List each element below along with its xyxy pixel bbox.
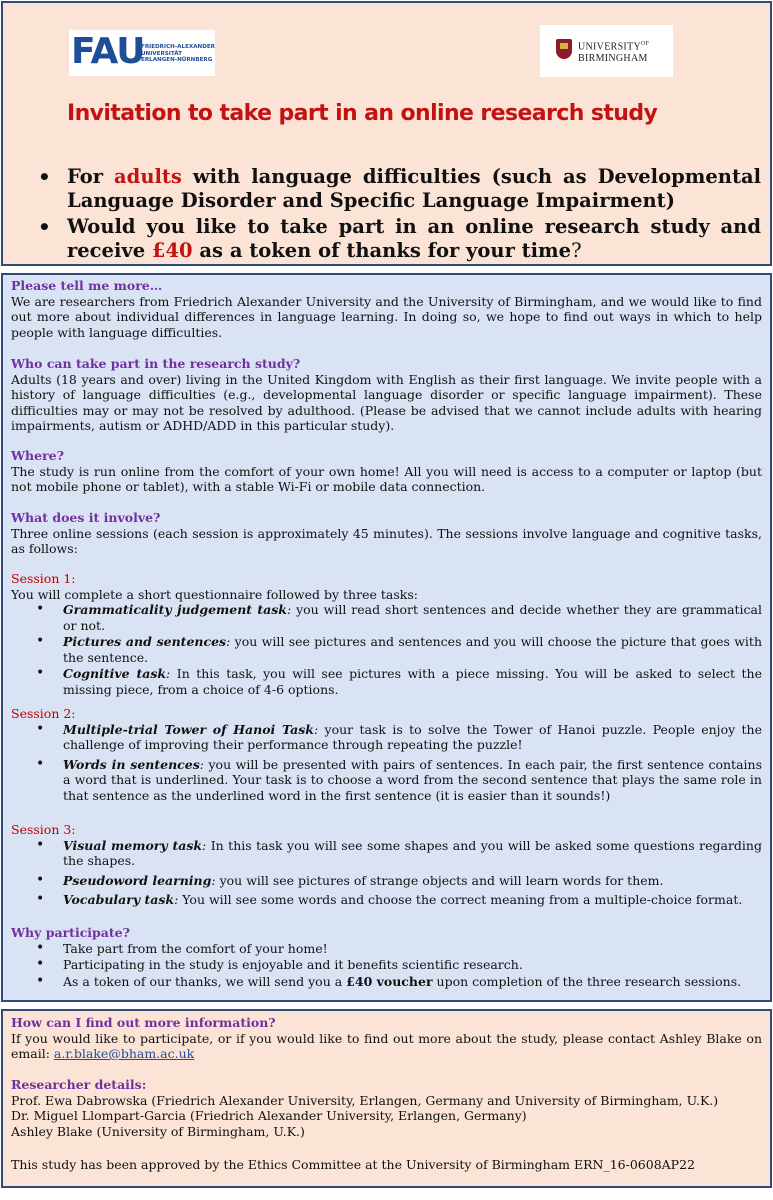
researcher-1: Prof. Ewa Dabrowska (Friedrich Alexander University, Erlangen, Germany and University of Birmingham, U.K.) [11,1092,719,1108]
why-heading: Why participate? [11,925,130,940]
fau-line-1: FRIEDRICH-ALEXANDER [141,44,215,50]
fau-logo-mark: FAU [71,31,145,72]
where-text: The study is run online from the comfort of your own home! All you will need is access to a computer or laptop (but not mobile phone or tablet), with a stable Wi-Fi or mobile data connection. [11,463,762,494]
task-text: you will see pictures of strange objects and will learn words for them. [219,872,664,888]
list-item: • Cognitive task: In this task, you will see pictures with a piece missing. You will be asked to select the missing piece, from a choice of 4-6 options. [11,666,762,697]
where-heading: Where? [11,448,64,463]
task-name: Vocabulary task [63,892,175,907]
task-name: Cognitive task [63,666,167,681]
bham-line-2: BIRMINGHAM [578,53,648,65]
who-text: Adults (18 years and over) living in the United Kingdom with English as their first language. We invite people with a history of language difficulties (e.g., developmental language disorder or specific language impairment). These difficulties may or may not be resolved by adulthood. (Please be advised that we cannot include adults with hearing impairments, autism or ADHD/ADD in this particular study). [11,371,762,433]
tell-more-text: We are researchers from Friedrich Alexander University and the University of Birmingham, and we would like to find out more about individual differences in language learning. In doing so, we hope to find out ways in which to help people with language difficulties. [11,293,762,340]
fau-line-2: UNIVERSITÄT [141,50,182,57]
session-3-section [11,822,762,908]
birmingham-logo [540,25,673,77]
fau-logo [69,30,215,76]
session-1-label: Session 1: [11,571,76,586]
session-3-label: Session 3: [11,822,76,837]
task-name: Words in sentences [63,756,200,772]
session-1-intro: You will complete a short questionnaire followed by three tasks: [11,586,418,602]
task-name: Visual memory task [63,837,203,853]
why-section [11,925,762,989]
task-name: Pictures and sentences [63,634,227,649]
birmingham-logo-text [578,38,649,65]
info-text: If you would like to participate, or if you would like to find out more about the study, please contact Ashley Blake on email: a.r.blake@bham.ac.uk [11,1030,762,1061]
info-heading: How can I find out more information? [11,1015,276,1030]
crest-icon [556,39,572,59]
list-item: • Participating in the study is enjoyable and it benefits scientific research. [11,957,762,973]
list-item: • Grammaticality judgement task: you will read short sentences and decide whether they are grammatical or not. [11,602,762,633]
researcher-2: Dr. Miguel Llompart-Garcia (Friedrich Alexander University, Erlangen, Germany) [11,1108,527,1123]
task-text: you will be presented with pairs of sentences. In each pair, the first sentence contains a word that is underlined. Your task is to choose a word from the second sentence that plays the same role in that sentence as the underlined word in the first sentence (it is easier than it sounds!) [63,756,762,803]
tell-more-heading: Please tell me more… [11,278,163,293]
tell-more-section [11,278,762,340]
bham-line-1: UNIVERSITY [578,41,641,53]
page-title: Invitation to take part in an online research study [67,101,658,126]
involve-text: Three online sessions (each session is approximately 45 minutes). The sessions involve language and cognitive tasks, as follows: [11,525,762,556]
researchers-section [11,1077,762,1139]
info-section [11,1015,762,1062]
researcher-3: Ashley Blake (University of Birmingham, U.K.) [11,1123,305,1139]
task-text: In this task you will see some shapes and you will be asked some questions regarding the shapes. [63,837,762,868]
email-link[interactable]: a.r.blake@bham.ac.uk [53,1046,195,1061]
bullet-icon: • [38,165,51,189]
task-name: Grammaticality judgement task [63,602,287,617]
researchers-heading: Researcher details: [11,1077,147,1092]
fau-line-3: ERLANGEN-NÜRNBERG [141,57,213,64]
task-text: your task is to solve the Tower of Hanoi puzzle. People enjoy the challenge of improving their performance through repeating the puzzle! [63,721,762,752]
task-text: You will see some words and choose the correct meaning from a multiple-choice format. [182,892,743,907]
involve-section [11,510,762,557]
list-item: • Take part from the comfort of your home! [11,941,762,957]
session-2-section [11,706,762,803]
ethics-section [11,1157,762,1173]
reward-amount: £40 [151,239,193,262]
header-panel: FAU FRIEDRICH-ALEXANDER UNIVERSITÄT ERLANGEN-NÜRNBERG $UNIVERSITY^{OF}$ BIRMINGHAM Invitation to take part in an online research study • For adults with language difficulties (such as Developmental Language Disorder and Specific Language Impairment) • Would you like to take part in an online research study and receive £40 as a token of thanks for your time? [1,1,772,266]
list-item: • Vocabulary task: You will see some words and choose the correct meaning from a multiple-choice format. [11,892,762,908]
bham-of: OF [641,41,650,47]
ethics-statement: This study has been approved by the Ethics Committee at the University of Birmingham ERN_16-0608AP22 [11,1157,695,1172]
fau-logo-text [141,44,215,64]
list-item: • Pseudoword learning: you will see pictures of strange objects and will learn words for them. [11,873,762,889]
list-item: • As a token of our thanks, we will send you a £40 voucher upon completion of the three research sessions. [11,974,762,990]
bullet-icon: • [38,215,51,239]
who-section [11,356,762,434]
involve-heading: What does it involve? [11,510,161,525]
where-section [11,448,762,495]
task-text: you will see pictures and sentences and you will choose the picture that goes with the sentence. [63,634,763,665]
task-name: Multiple-trial Tower of Hanoi Task [63,721,314,737]
list-item: • Multiple-trial Tower of Hanoi Task: your task is to solve the Tower of Hanoi puzzle. People enjoy the challenge of improving their performance through repeating the puzzle! [11,722,762,753]
task-name: Pseudoword learning [63,872,212,888]
task-text: In this task, you will see pictures with a piece missing. You will be asked to select the missing piece, from a choice of 4-6 options. [63,666,762,697]
task-text: you will read short sentences and decide whether they are grammatical or not. [63,602,762,633]
list-item: • Pictures and sentences: you will see pictures and sentences and you will choose the picture that goes with the sentence. [11,634,762,665]
voucher-amount: £40 voucher [346,973,433,989]
list-item: • Visual memory task: In this task you will see some shapes and you will be asked some questions regarding the shapes. [11,838,762,869]
adults-highlight: adults [114,165,182,188]
session-1-section [11,571,762,697]
who-heading: Who can take part in the research study? [11,356,301,371]
list-item: • Words in sentences: you will be presented with pairs of sentences. In each pair, the first sentence contains a word that is underlined. Your task is to choose a word from the second sentence that plays the same role in that sentence as the underlined word in the first sentence (it is easier than it sounds!) [11,757,762,804]
session-2-label: Session 2: [11,706,76,721]
